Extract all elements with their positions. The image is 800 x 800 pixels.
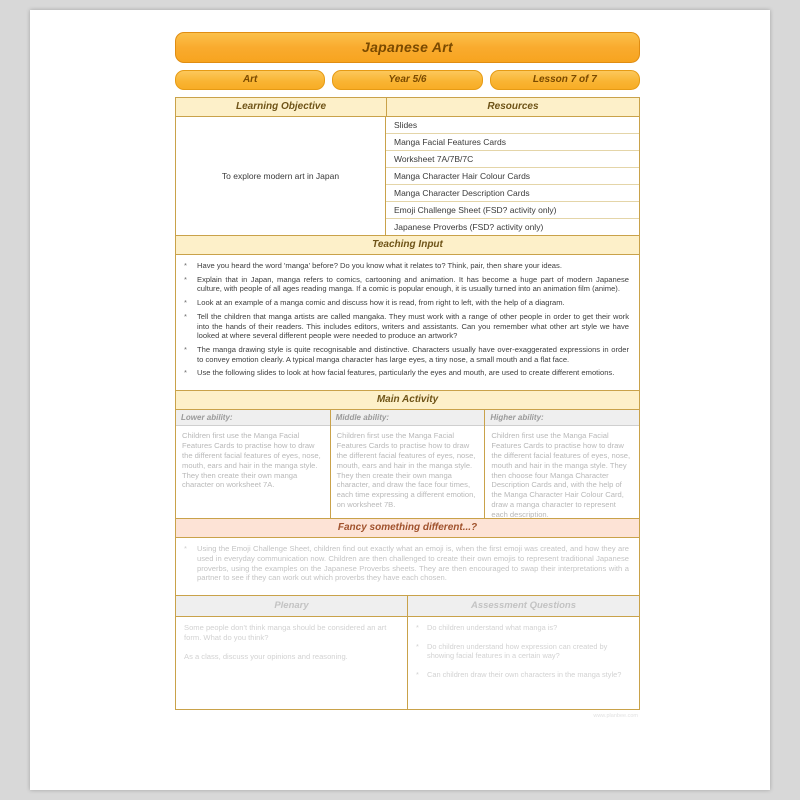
list-item: Manga Character Description Cards xyxy=(386,185,639,202)
lesson-table xyxy=(175,97,640,710)
list-item xyxy=(184,345,629,364)
assessment-body xyxy=(408,617,639,709)
column-title: Higher ability: xyxy=(485,410,639,426)
header-resources: Resources xyxy=(387,98,639,117)
list-item xyxy=(184,275,629,294)
column-title: Middle ability: xyxy=(331,410,485,426)
list-item xyxy=(184,368,629,378)
section-heading-teaching-input: Teaching Input xyxy=(176,236,639,255)
column-middle-ability xyxy=(331,410,486,518)
page-title: Japanese Art xyxy=(175,32,640,63)
bullet-marker-icon: * xyxy=(184,311,187,321)
plenary-body xyxy=(176,617,408,709)
plenary-line: Some people don't think manga should be considered an art form. What do you think? xyxy=(184,623,387,642)
bullet-text: The manga drawing style is quite recognisable and distinctive. Characters usually have over-exaggerated expressions in order to convey emotion clearly. A typical manga character has large eyes, a tiny nose, a small mouth and a flat face. xyxy=(197,345,629,364)
list-item xyxy=(184,312,629,341)
column-lower-ability xyxy=(176,410,331,518)
list-item xyxy=(416,670,631,680)
bullet-marker-icon: * xyxy=(184,298,187,308)
question-text: Do children understand how expression can created by showing facial features in a certain way? xyxy=(427,641,608,661)
table-header-row xyxy=(176,98,639,117)
objective-resources-row xyxy=(176,117,639,236)
bullet-text: Using the Emoji Challenge Sheet, children find out exactly what an emoji is, when the first emoji was created, and how they are used in everyday communication now. Children are then challenged to create their own emojis to represent traditional Japanese proverbs, using the examples on the Japanese Proverbs sheets. They are then encouraged to swap their interpretations with a partner to see if they can work out which proverbs they have each chosen. xyxy=(197,544,629,583)
column-higher-ability xyxy=(485,410,639,518)
list-item: Emoji Challenge Sheet (FSD? activity only) xyxy=(386,202,639,219)
list-item xyxy=(184,544,629,583)
list-item xyxy=(416,623,631,633)
header-learning-objective: Learning Objective xyxy=(176,98,387,117)
meta-lesson: Lesson 7 of 7 xyxy=(490,70,640,90)
teaching-input-bullets xyxy=(176,255,639,391)
list-item: Japanese Proverbs (FSD? activity only) xyxy=(394,222,544,232)
section-heading-assessment-questions: Assessment Questions xyxy=(408,596,639,616)
bullet-marker-icon: * xyxy=(416,669,419,679)
meta-subject: Art xyxy=(175,70,325,90)
section-heading-main-activity: Main Activity xyxy=(176,391,639,410)
bullet-marker-icon: * xyxy=(184,368,187,378)
bullet-marker-icon: * xyxy=(184,261,187,270)
list-item xyxy=(416,642,631,661)
section-heading-fancy-something-different: Fancy something different...? xyxy=(176,519,639,538)
bullet-marker-icon: * xyxy=(416,623,419,633)
document-page xyxy=(30,10,770,790)
bullet-text: Use the following slides to look at how facial features, particularly the eyes and mouth, are used to create different emotions. xyxy=(197,368,615,378)
resources-list xyxy=(386,117,639,235)
main-activity-columns xyxy=(176,410,639,519)
column-text: Children first use the Manga Facial Features Cards to practise how to draw the different facial features of eyes, nose, mouth, ears and hair in the manga style. They then create their own manga character, and draw the face four times, each time expressing a different emotion, on worksheet 7B. xyxy=(336,431,476,510)
plenary-line: As a class, discuss your opinions and reasoning. xyxy=(184,651,348,661)
list-item: Manga Facial Features Cards xyxy=(386,134,639,151)
list-item xyxy=(184,298,629,308)
lesson-plan-sheet xyxy=(175,32,640,719)
section-heading-plenary: Plenary xyxy=(176,596,408,616)
bullet-text: Tell the children that manga artists are called mangaka. They must work with a range of other people in order to get their work into the hands of their readers. This includes editors, writers and assistants. Can you remember what other art style we have looked at where several different people were needed to produce an artwork? xyxy=(197,311,629,341)
bullet-marker-icon: * xyxy=(184,274,187,284)
bullet-marker-icon: * xyxy=(184,345,187,355)
bottom-body xyxy=(176,617,639,710)
question-text: Can children draw their own characters in the manga style? xyxy=(427,669,622,679)
list-item: Manga Character Hair Colour Cards xyxy=(386,168,639,185)
fancy-bullets xyxy=(176,538,639,596)
bullet-text: Explain that in Japan, manga refers to comics, cartooning and animation. It has become a huge part of modern Japanese culture, with people of all ages reading manga. If a comic is popular enough, it is usually turned into an animation film (anime). xyxy=(197,274,629,294)
list-item: Slides xyxy=(386,117,639,134)
learning-objective-text: To explore modern art in Japan xyxy=(176,117,386,235)
column-title: Lower ability: xyxy=(176,410,330,426)
column-text: Children first use the Manga Facial Features Cards to practise how to draw the different facial features of eyes, nose, mouth and hair in the manga style. They then choose four Manga Character Description Cards and, with the help of the Manga Character Hair Colour Card, draw a manga character to represent each description. xyxy=(491,431,631,519)
list-item xyxy=(184,261,629,271)
column-text: Children first use the Manga Facial Features Cards to practise how to draw the different facial features of eyes, nose, mouth, ears and hair in the manga style. They then create their own manga character on worksheet 7A. xyxy=(182,431,321,490)
bullet-marker-icon: * xyxy=(184,544,187,554)
footer-note: www.planbee.com xyxy=(593,713,638,720)
meta-row xyxy=(175,70,640,90)
list-item: Worksheet 7A/7B/7C xyxy=(386,151,639,168)
bullet-text: Have you heard the word 'manga' before? Do you know what it relates to? Think, pair, then share your ideas. xyxy=(197,261,562,270)
bullet-text: Look at an example of a manga comic and discuss how it is read, from right to left, with the help of a diagram. xyxy=(197,298,565,308)
question-text: Do children understand what manga is? xyxy=(427,623,558,633)
meta-year: Year 5/6 xyxy=(332,70,482,90)
bullet-marker-icon: * xyxy=(416,641,419,651)
bottom-headings xyxy=(176,596,639,617)
